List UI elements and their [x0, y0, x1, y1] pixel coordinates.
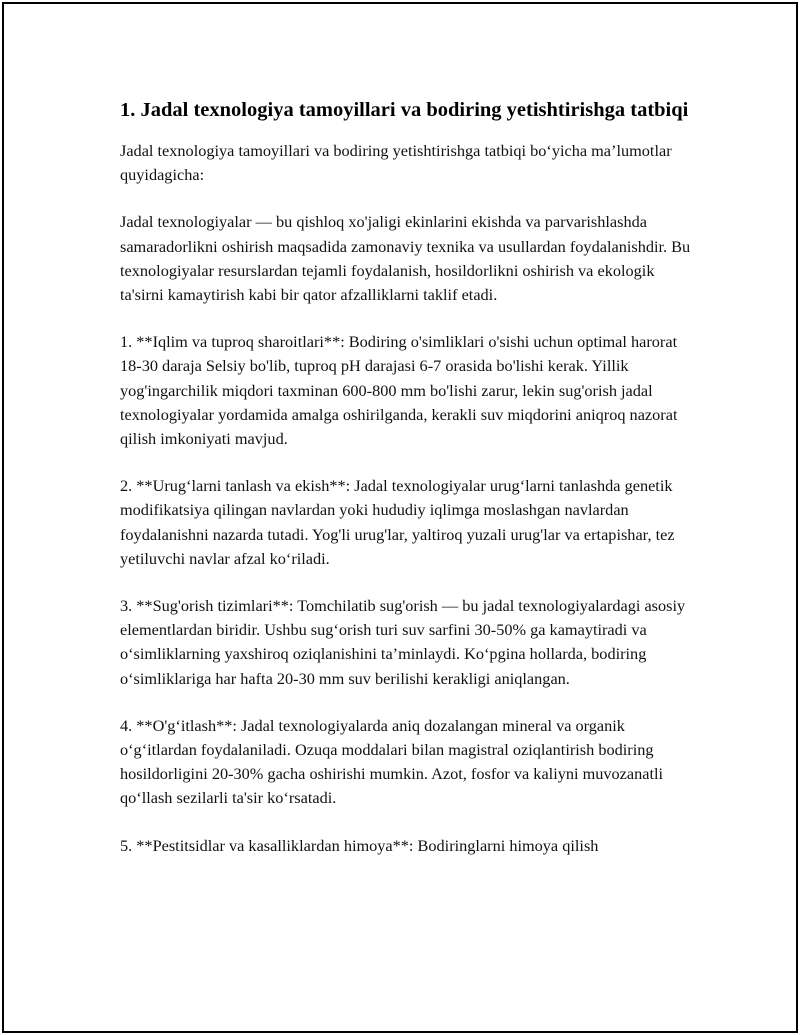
seed-selection-paragraph: 2. **Urug‘larni tanlash va ekish**: Jadal texnologiyalar urug‘larni tanlashda genetik modifikatsiya qilingan navlardan yoki hududiy iqlimga moslashgan navlardan foydalanishni nazarda tutadi. Yog'li urug'lar, yaltiroq yuzali urug'lar va ertapishar, tez yetiluvchi navlar afzal ko‘riladi.	[120, 476, 675, 568]
pest-protection-paragraph: 5. **Pestitsidlar va kasalliklardan himoya**: Bodiringlarni himoya qilish	[120, 835, 599, 855]
document-page	[2, 2, 798, 1033]
fertilization-paragraph: 4. **O'g‘itlash**: Jadal texnologiyalarda aniq dozalangan mineral va organik o‘g‘itlardan foydalaniladi. Ozuqa moddalari bilan magistral oziqlantirish bodiring hosildorligini 20-30% gacha oshirishi mumkin. Azot, fosfor va kaliyni muvozanatli qo‘llash sezilarli ta'sir ko‘rsatadi.	[120, 715, 664, 808]
document-body	[120, 96, 692, 881]
document-title: 1. Jadal texnologiya tamoyillari va bodiring yetishtirishga tatbiqi	[120, 99, 689, 121]
intro-paragraph: Jadal texnologiya tamoyillari va bodiring yetishtirishga tatbiqi bo‘yicha ma’lumotlar quyidagicha:	[120, 141, 672, 185]
definition-paragraph: Jadal texnologiyalar — bu qishloq xo'jaligi ekinlarini ekishda va parvarishlashda samaradorlikni oshirish maqsadida zamonaviy texnika va usullardan foydalanishdir. Bu texnologiyalar resurslardan tejamli foydalanish, hosildorlikni oshirish va ekologik ta'sirni kamaytirish kabi bir qator afzalliklarni taklif etadi.	[120, 212, 691, 305]
irrigation-paragraph: 3. **Sug'orish tizimlari**: Tomchilatib sug'orish — bu jadal texnologiyalardagi asosiy elementlardan biridir. Ushbu sug‘orish turi suv sarfini 30-50% ga kamaytiradi va o‘simliklarning yaxshiroq oziqlanishini ta’minlaydi. Ko‘pgina hollarda, bodiring o‘simliklariga har hafta 20-30 mm suv berilishi kerakligi aniqlangan.	[120, 596, 686, 688]
climate-soil-paragraph: 1. **Iqlim va tuproq sharoitlari**: Bodiring o'simliklari o'sishi uchun optimal harorat 18-30 daraja Selsiy bo'lib, tuproq pH darajasi 6-7 orasida bo'lishi kerak. Yillik yog'ingarchilik miqdori taxminan 600-800 mm bo'lishi zarur, lekin sug'orish jadal texnologiyalar yordamida amalga oshirilganda, kerakli suv miqdorini aniqroq nazorat qilish imkoniyati mavjud.	[120, 332, 678, 449]
